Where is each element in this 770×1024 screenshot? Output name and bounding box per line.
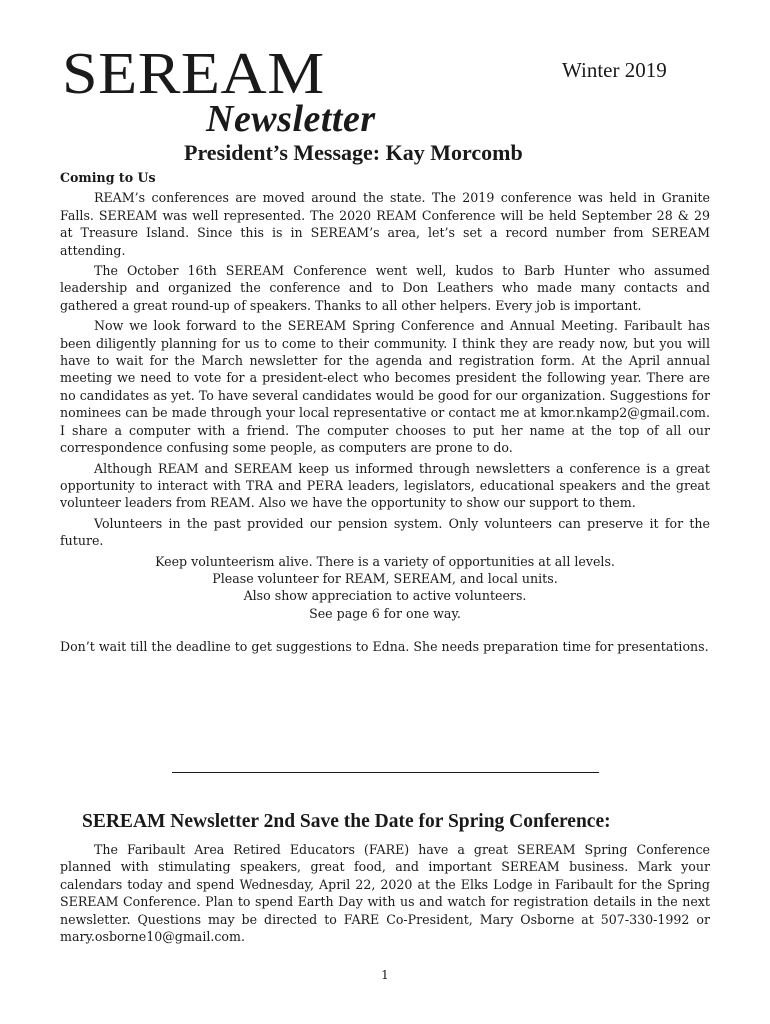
- paragraph: Volunteers in the past provided our pension system. Only volunteers can preserve it for the future.: [60, 515, 710, 549]
- save-the-date-body: [60, 841, 710, 948]
- centered-line: Keep volunteerism alive. There is a variety of opportunities at all levels.: [155, 553, 615, 569]
- president-message-heading: President’s Message: Kay Morcomb: [184, 140, 523, 165]
- centered-appeal: [60, 553, 710, 623]
- section-divider: [172, 772, 599, 773]
- masthead-title: SEREAM: [62, 40, 325, 106]
- paragraph: Now we look forward to the SEREAM Spring Conference and Annual Meeting. Faribault has been diligently planning for us to come to their community. I think they are ready now, but you will have to wait for the March newsletter for the agenda and registration form. At the April annual meeting we need to vote for a president-elect who becomes president the following year. There are no candidates as yet. To have several candidates would be good for our organization. Suggestions for nominees can be made through your local representative or contact me at kmor.nkamp2@gmail.com. I share a computer with a friend. The computer chooses to put her name at the top of all our correspondence confusing some people, as computers are prone to do.: [60, 318, 710, 456]
- paragraph: The Faribault Area Retired Educators (FARE) have a great SEREAM Spring Conference planned with stimulating speakers, great food, and important SEREAM business. Mark your calendars today and spend Wednesday, April 22, 2020 at the Elks Lodge in Faribault for the Spring SEREAM Conference. Plan to spend Earth Day with us and watch for registration details in the next newsletter. Questions may be directed to FARE Co-President, Mary Osborne at 507-330-1992 or mary.osborne10@gmail.com.: [60, 842, 710, 945]
- section-label: Coming to Us: [60, 170, 156, 185]
- masthead-subtitle: Newsletter: [206, 98, 376, 140]
- centered-line: Please volunteer for REAM, SEREAM, and local units.: [212, 570, 558, 586]
- centered-line: See page 6 for one way.: [309, 605, 461, 621]
- save-the-date-heading: SEREAM Newsletter 2nd Save the Date for Spring Conference:: [82, 811, 611, 832]
- paragraph: Although REAM and SEREAM keep us informed through newsletters a conference is a great opportunity to interact with TRA and PERA leaders, legislators, educational speakers and the great volunteer leaders from REAM. Also we have the opportunity to show our support to them.: [60, 460, 710, 511]
- closing-paragraph: Don’t wait till the deadline to get suggestions to Edna. She needs preparation time for presentations.: [60, 639, 709, 655]
- paragraph: The October 16th SEREAM Conference went well, kudos to Barb Hunter who assumed leadership and organized the conference and to Don Leathers who made many contacts and gathered a great round-up of speakers. Thanks to all other helpers. Every job is important.: [60, 263, 710, 313]
- page-number: 1: [381, 968, 389, 982]
- issue-date: Winter 2019: [562, 58, 667, 82]
- president-message-body: [60, 169, 710, 659]
- paragraph: REAM’s conferences are moved around the state. The 2019 conference was held in Granite Falls. SEREAM was well represented. The 2020 REAM Conference will be held September 28 & 29 at Treasure Island. Since this is in SEREAM’s area, let’s set a record number from SEREAM attending.: [60, 190, 710, 258]
- centered-line: Also show appreciation to active volunteers.: [243, 588, 527, 604]
